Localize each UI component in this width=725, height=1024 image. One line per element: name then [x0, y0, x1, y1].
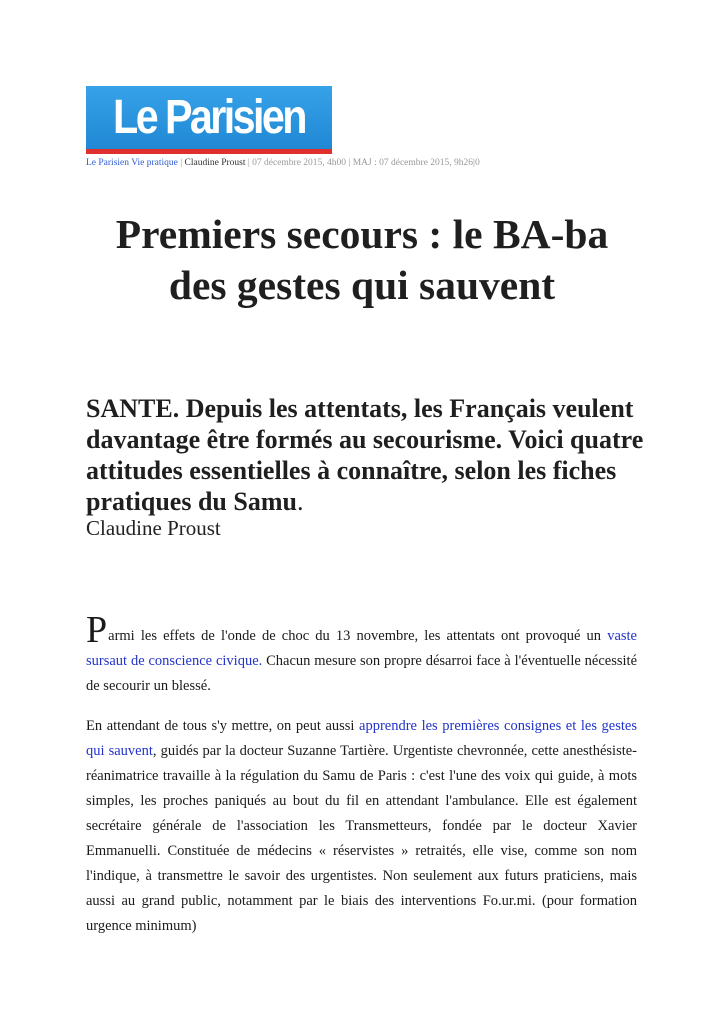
meta-author: Claudine Proust [184, 158, 246, 168]
article-lead [86, 393, 666, 517]
article-byline: Claudine Proust [86, 516, 221, 540]
le-parisien-logo[interactable] [86, 86, 332, 154]
updated-date: MAJ : 07 décembre 2015, 9h26 [352, 158, 474, 168]
meta-separator: | [247, 158, 250, 168]
civic-surge-link[interactable]: vaste sursaut de conscience civique. [86, 628, 637, 669]
first-aid-gestures-link[interactable]: apprendre les premières consignes et les gestes qui sauvent [86, 718, 637, 759]
paragraph-1 [86, 609, 638, 699]
paragraph-2 [86, 714, 637, 939]
published-date: 07 décembre 2015, 4h00 [252, 158, 347, 168]
title-line-2: des gestes qui sauvent [168, 262, 556, 308]
paragraph-text: En attendant de tous s'y mettre, on peut aussi [86, 718, 360, 734]
paragraph-text: Chacun mesure son propre désarroi face à l'éventuelle nécessité de secourir un blessé. [86, 653, 638, 694]
article-meta [86, 158, 686, 168]
title-line-1: Premiers secours : le BA-ba [115, 211, 609, 257]
lead-text: SANTE. Depuis les attentats, les Français veulent davantage être formés au secourisme. Voici quatre attitudes essentielles à connaître, selon les fiches pratiques du Samu [86, 394, 644, 516]
section-link[interactable]: Le Parisien Vie pratique [86, 158, 178, 168]
paragraph-text: armi les effets de l'onde de choc du 13 novembre, les attentats ont provoqué un [108, 628, 608, 644]
lead-period: . [296, 487, 304, 516]
paragraph-text: , guidés par la docteur Suzanne Tartière. Urgentiste chevronnée, cette anesthésiste-réanimatrice travaille à la régulation du Samu de Paris : c'est l'une des voix qui guide, à mots simples, les proches paniqués au bout du fil en attendant l'ambulance. Elle est également secrétaire générale de l'association les Transmetteurs, fondée par le docteur Xavier Emmanuelli. Constituée de médecins « réservistes » retraités, elle vise, comme son nom l'indique, à transmettre le savoir des urgentistes. Non seulement aux futurs praticiens, mais aussi au grand public, notamment par le biais des interventions Fo.ur.mi. (pour formation urgence minimum) [86, 743, 637, 934]
drop-cap: P [86, 609, 108, 651]
logo-text: Le Parisien [113, 90, 305, 144]
article-title [60, 209, 664, 311]
comment-count[interactable]: |0 [473, 158, 480, 168]
meta-separator: | [348, 158, 351, 168]
meta-separator: | [180, 158, 183, 168]
logo-red-bar [86, 149, 332, 154]
